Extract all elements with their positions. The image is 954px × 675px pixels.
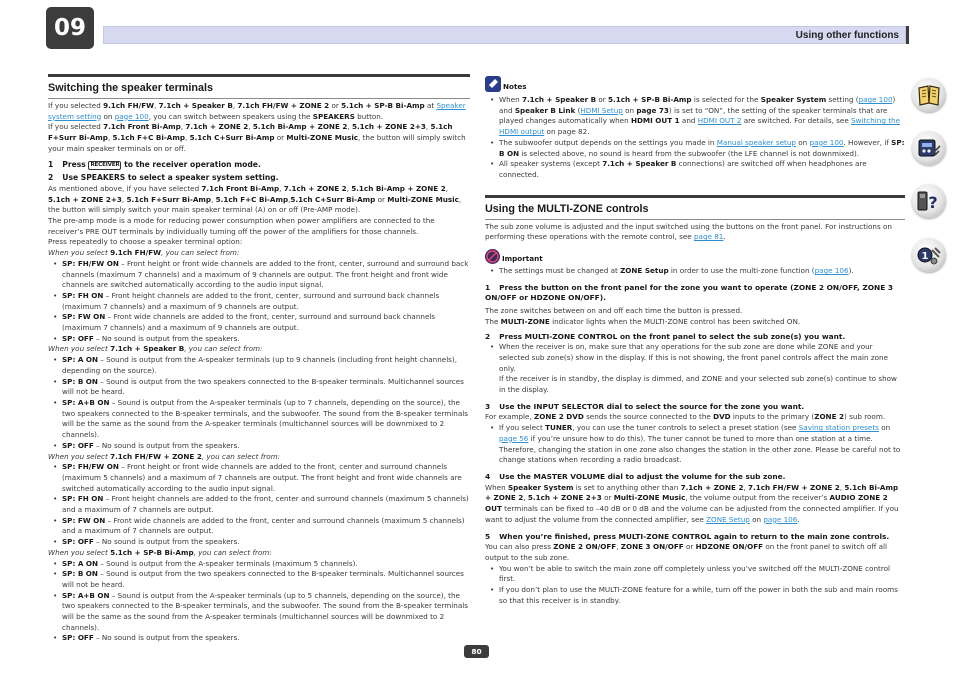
- zone-step-2-bullet-continued: If the receiver is in standby, the display is dimmed, and ZONE and your selected sub zone(s) continue to show in the display.: [499, 374, 897, 395]
- text-run: ).: [848, 266, 854, 276]
- text-run: – Front wide channels are added to the front, center, surround and surround back channels (maximum 7 channels) and a maximum of 9 channels are output.: [62, 312, 436, 333]
- step-number: 2: [485, 331, 491, 341]
- text-run: on: [544, 127, 558, 137]
- text-run: or: [375, 194, 388, 204]
- step-2-heading: [48, 173, 470, 184]
- text-run: at: [424, 101, 437, 110]
- text-run: The settings must be changed at: [499, 266, 621, 276]
- bold-term: 7.1ch FH/FW + ZONE 2: [110, 451, 202, 461]
- text-run: to the receiver operation mode.: [121, 159, 261, 169]
- text-run: – Sound is output from the A-speaker terminals (up to 9 channels (including front height channels), depending on the source).: [62, 355, 458, 375]
- cross-reference-link[interactable]: page 100: [858, 95, 893, 104]
- text-run: .: [723, 232, 726, 242]
- bold-term: SP: FH/FW ON: [62, 258, 119, 268]
- zone-step-5-bullet-2: • If you don’t plan to use the MULTI-ZONE feature for a while, turn off the power in both the sub and main rooms so that this receiver is in standby.: [485, 585, 905, 606]
- speaker-option-item: [48, 334, 470, 345]
- zone-step-2-bullet: • When the receiver is on, make sure that any operations for the sub zone are done while ZONE and your selected sub zone(s) show in the display. If this is not showing, the front panel controls affect the main zone only.: [485, 342, 905, 374]
- text-run: Press MULTI-ZONE CONTROL on the front panel to select the sub zone(s) you want.: [499, 331, 846, 341]
- right-column: [485, 74, 905, 606]
- text-run: – No sound is output from the speakers.: [93, 537, 240, 547]
- text-run: ,: [288, 194, 291, 204]
- text-run: ) and: [499, 95, 896, 115]
- bold-term: ZONE Setup: [620, 266, 669, 276]
- text-run: When you select: [48, 344, 111, 354]
- bold-term: 5.1ch Bi-Amp + ZONE 2: [252, 122, 348, 132]
- text-run: on: [878, 423, 891, 433]
- text-run: – Front height or front wide channels are added to the front, center and surround channels (maximum 5 channels) and a maximum of 7 channels are output. The front height and front wide channels are switched automatically according to the audio input signal.: [62, 462, 462, 493]
- section-subrule: [48, 98, 470, 99]
- bold-term: SP: OFF: [62, 440, 94, 450]
- troubleshooting-icon[interactable]: [912, 238, 946, 272]
- bold-term: SP: A+B ON: [62, 397, 110, 407]
- step-1-heading: [48, 160, 470, 171]
- text-run: on: [622, 105, 637, 115]
- text-run: . However, if: [843, 137, 892, 147]
- cross-reference-link[interactable]: HDMI Setup: [580, 105, 623, 115]
- svg-text:?: ?: [928, 193, 938, 212]
- cross-reference-link[interactable]: page 100: [809, 137, 844, 147]
- section-rule: [48, 74, 470, 77]
- bold-term: HDZONE ON/OFF: [695, 542, 764, 552]
- note-item: [485, 138, 905, 159]
- speaker-option-item: [48, 537, 470, 548]
- bold-term: 5.1ch + SP-B Bi-Amp: [608, 95, 692, 104]
- cross-reference-link[interactable]: Switching the HDMI output: [499, 116, 901, 137]
- bold-term: 5.1ch F+Surr Bi-Amp: [126, 194, 212, 204]
- paragraph-press-repeatedly: Press repeatedly to choose a speaker terminal option:: [48, 237, 243, 247]
- step-number: 4: [485, 471, 491, 481]
- text-run: – Sound is output from the A-speaker terminals (maximum 5 channels).: [98, 558, 358, 568]
- speaker-option-item: [48, 441, 470, 452]
- text-run: ,: [743, 482, 749, 492]
- section-title-multi-zone: Using the MULTI-ZONE controls: [485, 202, 649, 215]
- text-run: Use SPEAKERS to select a speaker system setting.: [62, 173, 279, 183]
- bold-term: 5.1ch Bi-Amp + ZONE 2: [485, 482, 899, 503]
- bold-term: 7.1ch FH/FW + ZONE 2: [748, 482, 840, 492]
- text-run: , you can select from:: [193, 547, 272, 557]
- bold-term: 5.1ch F+C Bi-Amp: [215, 194, 289, 204]
- bold-term: SP: FH ON: [62, 494, 104, 504]
- step-number: 1: [48, 159, 54, 169]
- text-run: , the volume output from the receiver’s: [685, 493, 830, 503]
- bold-term: SP: FH ON: [62, 290, 104, 300]
- text-run: , you can switch between speakers using the: [148, 111, 313, 121]
- notes-pencil-icon: [485, 76, 501, 92]
- text-run: ,: [347, 122, 352, 132]
- zone-step-1-text-2: [485, 317, 905, 328]
- bold-term: 7.1ch + ZONE 2: [185, 122, 249, 132]
- bold-term: TUNER: [545, 423, 573, 433]
- text-run: is selected for the: [691, 95, 761, 104]
- text-run: When you’re finished, press MULTI-ZONE CONTROL again to return to the main zone controls.: [499, 531, 890, 541]
- bold-term: 5.1ch C+Surr Bi-Amp: [290, 194, 376, 204]
- zone-step-3-text: [485, 412, 905, 423]
- speaker-option-item: [48, 291, 470, 312]
- text-run: Press: [62, 159, 89, 169]
- text-run: , you can select from:: [161, 248, 240, 258]
- text-run: ,: [180, 122, 186, 132]
- text-run: or: [601, 493, 614, 503]
- bold-term: 5.1ch Bi-Amp + ZONE 2: [351, 183, 446, 193]
- text-run: or: [274, 133, 287, 143]
- when-you-select-line: [48, 452, 470, 463]
- bold-term: AUDIO ZONE 2 OUT: [485, 493, 888, 514]
- faq-question-icon[interactable]: [912, 184, 946, 218]
- text-run: For example,: [485, 412, 535, 422]
- text-run: indicator lights when the MULTI-ZONE control has been switched ON.: [549, 316, 801, 326]
- header-bar: [103, 26, 906, 44]
- header-bar-end-marker: [906, 26, 909, 44]
- cross-reference-link[interactable]: page 100: [114, 111, 149, 121]
- receiver-setup-icon[interactable]: [912, 131, 946, 165]
- speaker-option-groups: [48, 248, 470, 644]
- bold-term: 7.1ch + ZONE 2: [283, 183, 347, 193]
- bold-term: HDMI OUT 1: [630, 116, 680, 126]
- paragraph-as-mentioned: [48, 184, 470, 216]
- text-run: or: [329, 101, 342, 110]
- bold-term: Speaker System: [760, 95, 827, 104]
- section-title-switching-speaker-terminals: Switching the speaker terminals: [48, 82, 214, 94]
- speaker-option-item: [48, 591, 470, 634]
- text-run: If you select: [499, 423, 546, 433]
- zone-step-4-text: [485, 483, 905, 526]
- text-run: ,: [445, 183, 449, 193]
- text-run: setting (: [826, 95, 859, 104]
- text-run: ) sub room.: [844, 412, 886, 422]
- when-you-select-line: [48, 344, 470, 355]
- notes-header: [485, 74, 905, 92]
- text-run: – No sound is output from the speakers.: [93, 633, 240, 643]
- cross-reference-link[interactable]: ZONE Setup: [706, 514, 750, 524]
- important-item: [485, 266, 905, 277]
- intro-paragraph-2: [48, 122, 470, 154]
- bold-term: ZONE 2: [814, 412, 844, 422]
- step-number: 1: [485, 282, 491, 292]
- text-run: ,: [121, 194, 127, 204]
- bold-term: 7.1ch + ZONE 2: [680, 482, 744, 492]
- bold-term: 5.1ch + SP-B Bi-Amp: [110, 547, 194, 557]
- step-number: 3: [485, 401, 491, 411]
- bold-term: 7.1ch + Speaker B: [521, 95, 597, 104]
- text-run: inputs to the primary (: [730, 412, 815, 422]
- text-run: terminals can be fixed to –40 dB or 0 dB and the volume can be adjusted from the connected amplifier. If you want to adjust the volume from the connected amplifier, see: [485, 504, 899, 524]
- bold-term: 7.1ch + Speaker B: [602, 159, 677, 169]
- bold-term: 5.1ch C+Surr Bi-Amp: [189, 133, 275, 143]
- notes-label: Notes: [503, 82, 527, 91]
- text-run: (: [575, 105, 581, 115]
- speaker-option-item: [48, 494, 470, 515]
- text-run: – Front height channels are added to the front, center, surround and surround back channels (maximum 7 channels) and a maximum of 9 channels are output.: [62, 290, 440, 311]
- text-run: , the button will simply switch your main speaker terminal (A) on or off (Pre-AMP mode).: [48, 194, 462, 215]
- text-run: or: [683, 542, 696, 552]
- bold-term: Speaker B Link: [514, 105, 576, 115]
- text-run: Press the button on the front panel for the zone you want to operate (ZONE 2 ON/OFF, ZONE 3 ON/OFF or HDZONE ON/OFF).: [485, 282, 893, 303]
- bold-term: SP: A ON: [62, 558, 99, 568]
- bold-term: 5.1ch F+Surr Bi-Amp: [48, 122, 453, 143]
- note-item: [485, 159, 905, 180]
- text-run: ,: [523, 493, 528, 503]
- zone-step-5-bullet-1: • You won’t be able to switch the main zone off completely unless you’ve switched off the MULTI-ZONE control first.: [485, 564, 905, 585]
- bold-term: SP: A+B ON: [62, 590, 110, 600]
- text-run: Use the MASTER VOLUME dial to adjust the volume for the sub zone.: [499, 471, 786, 481]
- text-run: When: [485, 482, 508, 492]
- text-run: in order to use the multi-zone function (: [668, 266, 815, 276]
- bold-term: 5.1ch + ZONE 2+3: [351, 122, 426, 132]
- speaker-option-item: [48, 377, 470, 398]
- text-run: is set to anything other than: [573, 482, 681, 492]
- text-run: ,: [346, 183, 352, 193]
- text-run: , you can select from:: [184, 344, 263, 354]
- text-run: – Front wide channels are added to the front, center and surround channels (maximum 5 channels) and a maximum of 7 channels are output.: [62, 515, 465, 536]
- text-run: If you selected: [48, 101, 104, 110]
- text-run: ,: [184, 133, 190, 143]
- text-run: ,: [248, 122, 253, 132]
- text-run: – Sound is output from the A-speaker terminals (up to 5 channels, depending on the source), the two speakers connected to the B-speaker terminals, and the subwoofer. The sound from the B-speaker terminals will be the same as the sound from the A-speaker terminals (multichannel sources will be downmixed to 2 channels).: [62, 590, 468, 632]
- cross-reference-link[interactable]: page 106: [814, 266, 849, 276]
- zone-step-5-text: [485, 542, 905, 563]
- text-run: or: [596, 95, 609, 104]
- bold-term: 7.1ch Front Bi-Amp: [201, 183, 280, 193]
- bold-term: SP: A ON: [62, 355, 99, 365]
- bold-term: SPEAKERS: [312, 111, 355, 121]
- zone-step-1-heading: [485, 283, 905, 304]
- text-run: The subwoofer output depends on the settings you made in: [499, 137, 717, 147]
- text-run: The: [485, 316, 501, 326]
- bold-term: SP: B ON: [62, 569, 98, 579]
- bold-term: ZONE 3 ON/OFF: [620, 542, 684, 552]
- text-run: When: [499, 95, 522, 104]
- bold-term: Multi-ZONE Music: [387, 194, 459, 204]
- text-run: – Front height or front wide channels are added to the front, center, surround and surround back channels (maximum 7 channels) and a maximum of 9 channels are output. The front height and front wide channels are switched automatically according to the audio input signal.: [62, 258, 469, 290]
- text-run: All speaker systems (except: [499, 159, 603, 169]
- zone-step-5-heading: [485, 532, 905, 543]
- note-item: [485, 95, 905, 138]
- bold-term: 7.1ch FH/FW + ZONE 2: [237, 101, 330, 110]
- speaker-option-item: [48, 355, 470, 376]
- important-label: Important: [502, 254, 543, 264]
- text-run: sends the source connected to the: [583, 412, 714, 422]
- cross-reference-link[interactable]: HDMI OUT 2: [697, 116, 742, 126]
- text-run: , the button will simply switch your main speaker terminals on or off.: [48, 133, 466, 153]
- zone-step-4-heading: [485, 472, 905, 483]
- section-header-title: Using other functions: [795, 30, 899, 41]
- important-header: [485, 246, 905, 264]
- bold-term: 5.1ch + ZONE 2+3: [48, 194, 122, 204]
- left-column: [48, 74, 470, 644]
- intro-paragraph-1: [48, 101, 470, 122]
- bold-term: MULTI-ZONE: [500, 316, 550, 326]
- text-run: As mentioned above, if you have selected: [48, 183, 202, 193]
- speaker-option-item: [48, 312, 470, 333]
- cross-reference-link[interactable]: page 81: [694, 232, 724, 242]
- bold-term: ZONE 2 ON/OFF: [553, 542, 617, 552]
- speaker-option-item: [48, 259, 470, 291]
- text-run: .: [797, 514, 800, 524]
- manual-book-icon[interactable]: [912, 78, 946, 112]
- text-run: , you can use the tuner controls to select a preset station (see: [572, 423, 799, 433]
- bold-term: Multi-ZONE Music: [613, 493, 686, 503]
- cross-reference-link[interactable]: Speaker system setting: [48, 101, 466, 121]
- page-number: 80: [464, 645, 489, 658]
- text-run: ,: [839, 482, 845, 492]
- speaker-option-item: [48, 516, 470, 537]
- text-run: – Front height channels are added to the front, center and surround channels (maximum 5 channels) and a maximum of 7 channels are output.: [62, 494, 469, 515]
- bold-term: 5.1ch + ZONE 2+3: [527, 493, 602, 503]
- text-run: – No sound is output from the speakers.: [93, 333, 240, 343]
- zone-step-3-heading: [485, 402, 905, 413]
- bold-term: SP: OFF: [62, 633, 94, 643]
- cross-reference-link[interactable]: page 56: [499, 433, 529, 443]
- text-run: ,: [154, 101, 159, 110]
- text-run: , you can select from:: [201, 451, 281, 461]
- text-run: ,: [425, 122, 431, 132]
- bold-term: 5.1ch + SP-B Bi-Amp: [341, 101, 425, 110]
- multi-zone-intro: [485, 222, 905, 243]
- paragraph-preamp-mode: The pre-amp mode is a mode for reducing power consumption when power amplifiers are connected to the receiver’s PRE OUT terminals by individually turning off the power of the amplifiers for those channels.: [48, 216, 435, 236]
- speaker-option-item: [48, 633, 470, 644]
- bold-term: 5.1ch F+C Bi-Amp: [112, 133, 185, 143]
- zone-step-2-heading: [485, 332, 905, 343]
- bold-term: Multi-ZONE Music: [286, 133, 359, 143]
- text-run: ,: [279, 183, 284, 193]
- when-you-select-line: [48, 548, 470, 559]
- text-run: – No sound is output from the speakers.: [93, 440, 240, 450]
- cross-reference-link[interactable]: page 106: [763, 514, 798, 524]
- bold-term: 9.1ch FH/FW: [110, 248, 162, 258]
- text-run: ,: [232, 101, 238, 110]
- step-number: 5: [485, 531, 491, 541]
- bold-term: DVD: [713, 412, 731, 422]
- cross-reference-link[interactable]: Saving station presets: [798, 423, 879, 433]
- text-run: connections) are switched off when headphones are connected.: [499, 159, 867, 179]
- text-run: on: [795, 137, 810, 147]
- speaker-option-item: [48, 559, 470, 570]
- text-run: Use the INPUT SELECTOR dial to select the source for the zone you want.: [499, 401, 805, 411]
- text-run: You can also press: [485, 542, 554, 552]
- bold-term: ZONE 2 DVD: [534, 412, 584, 422]
- step-number: 2: [48, 173, 54, 183]
- text-run: .: [587, 127, 590, 137]
- receiver-key-glyph: RECEIVER: [90, 161, 120, 168]
- bold-term: 9.1ch FH/FW: [103, 101, 155, 110]
- text-run: ) is set to “ON”, the setting of the speaker terminals that are played changes automatically when: [499, 105, 888, 126]
- bold-term: SP: FW ON: [62, 515, 106, 525]
- zone-step-1-text-1: The zone switches between on and off each time the button is pressed.: [485, 306, 743, 316]
- bold-term: SP: OFF: [62, 333, 94, 343]
- bold-term: 7.1ch Front Bi-Amp: [103, 122, 181, 132]
- text-run: page 82: [557, 127, 588, 137]
- text-run: When you select: [48, 248, 111, 258]
- text-run: is selected above, no sound is heard from the subwoofer (the LFE channel is not downmixed).: [519, 148, 860, 158]
- section-rule: [485, 195, 905, 198]
- speaker-option-item: [48, 462, 470, 494]
- bold-term: page 73: [636, 105, 669, 115]
- text-run: The sub zone volume is adjusted and the input switched using the buttons on the front panel. For instructions on performing these operations with the remote control, see: [485, 221, 892, 242]
- bold-term: 7.1ch + Speaker B: [158, 101, 233, 110]
- bold-term: SP: OFF: [62, 537, 94, 547]
- text-run: on: [749, 514, 764, 524]
- text-run: – Sound is output from the A-speaker terminals (up to 7 channels, depending on the source), the two speakers connected to the B-speaker terminals, and the subwoofer. The sound from the B-speaker terminals will be the same as the sound from the A-speaker terminals (multichannel sources will be downmixed to 2 channels).: [62, 397, 468, 440]
- bold-term: SP: FH/FW ON: [62, 462, 119, 472]
- text-run: When you select: [48, 451, 111, 461]
- text-run: on the front panel to switch off all output to the sub zone.: [485, 542, 888, 562]
- bold-term: 7.1ch + Speaker B: [110, 344, 185, 354]
- notes-list: [485, 95, 905, 181]
- text-run: When you select: [48, 547, 111, 557]
- speaker-option-item: [48, 398, 470, 441]
- section-subrule: [485, 219, 905, 220]
- svg-text:1: 1: [921, 251, 929, 262]
- text-run: – Sound is output from the two speakers connected to the B-speaker terminals. Multichannel sources will not be heard.: [62, 569, 464, 589]
- bold-term: Speaker System: [507, 482, 574, 492]
- when-you-select-line: [48, 248, 470, 259]
- text-run: ,: [616, 542, 621, 552]
- text-run: if you’re unsure how to do this). The tuner cannot be tuned to more than one station at a time. Therefore, changing the station in one zone also changes the station in the other zone. Please be careful not to change stations when recording a radio broadcast.: [499, 433, 901, 465]
- zone-step-3-bullet: [485, 423, 905, 466]
- text-run: ,: [107, 133, 113, 143]
- text-run: If you selected: [48, 122, 104, 132]
- bold-term: SP: B ON: [62, 376, 98, 386]
- speaker-option-item: [48, 569, 470, 590]
- text-run: and: [679, 116, 698, 126]
- text-run: – Sound is output from the two speakers connected to the B-speaker terminals. Multichannel sources will not be heard.: [62, 376, 464, 397]
- text-run: button.: [354, 111, 384, 121]
- bold-term: SP: FW ON: [62, 312, 106, 322]
- cross-reference-link[interactable]: Manual speaker setup: [716, 137, 796, 147]
- text-run: on: [101, 111, 115, 121]
- chapter-number: 09: [46, 7, 94, 49]
- text-run: are switched. For details, see: [741, 116, 852, 126]
- text-run: ,: [211, 194, 216, 204]
- important-warning-icon: [485, 249, 500, 264]
- bold-term: SP: B ON: [499, 137, 905, 158]
